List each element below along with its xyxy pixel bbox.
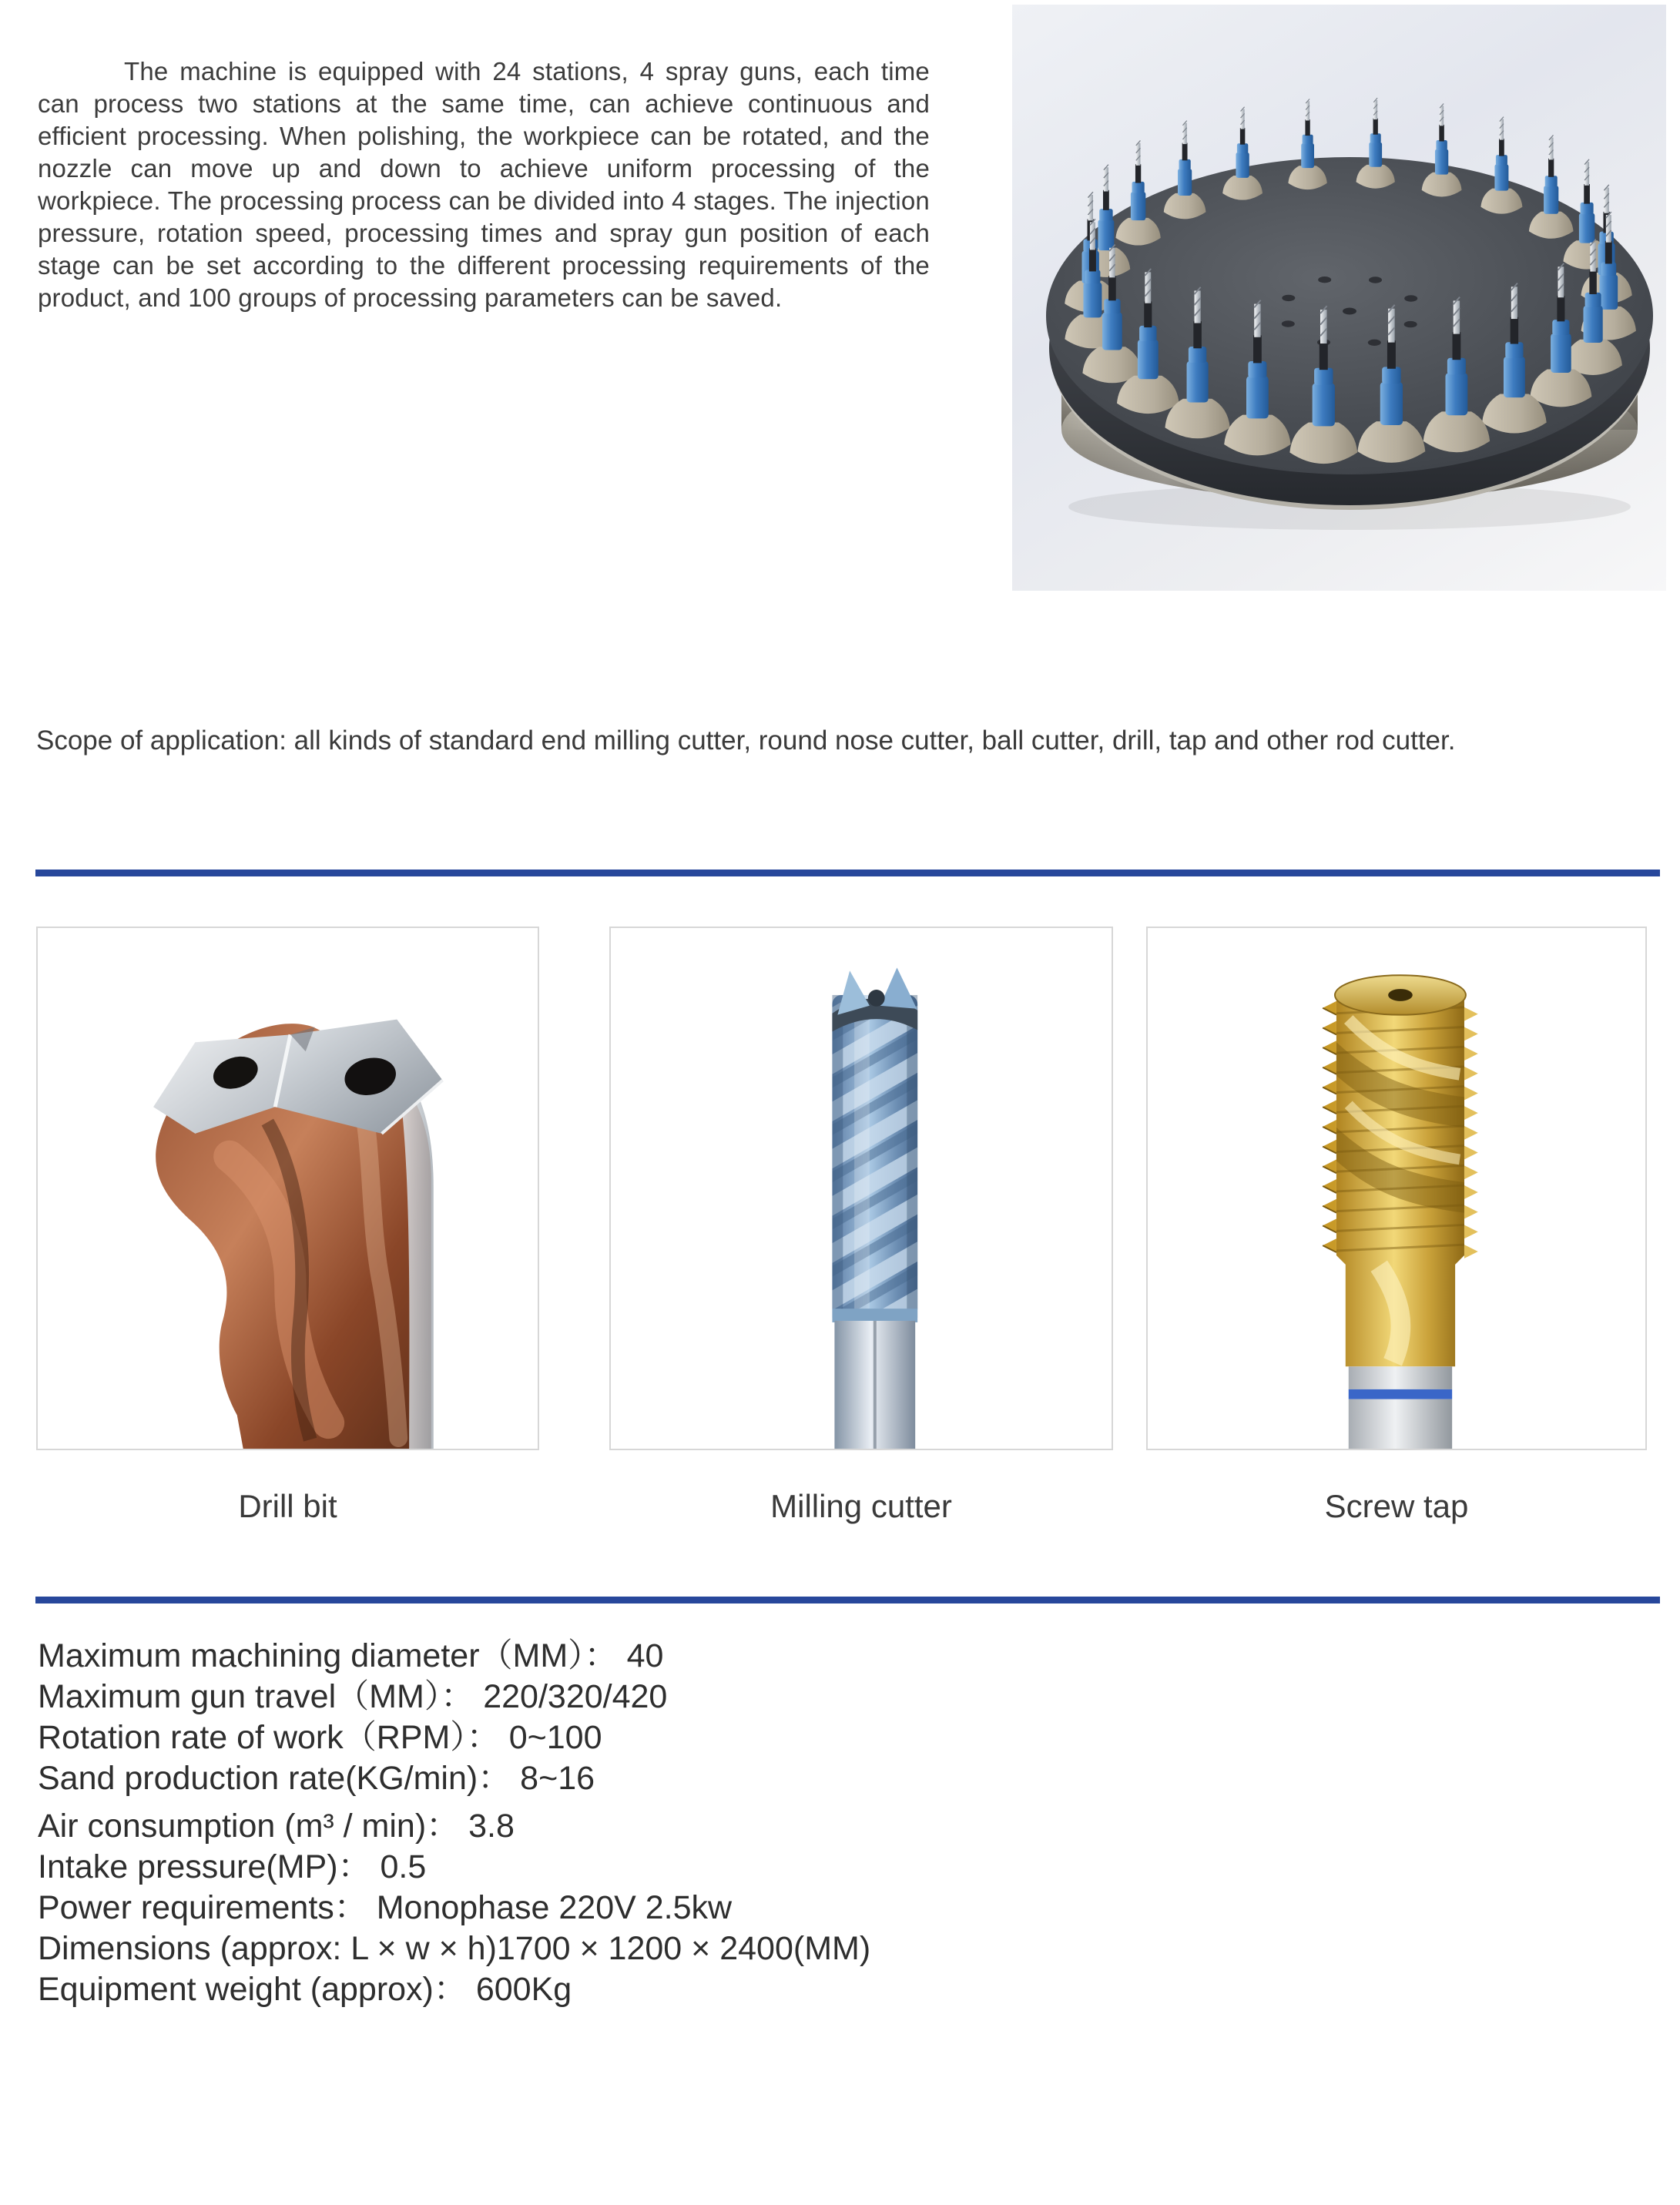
spec-power-requirements: Power requirements： Monophase 220V 2.5kw (38, 1889, 733, 1926)
shank-section (832, 1309, 917, 1449)
spec-rotation-rate: Rotation rate of work（RPM）： 0~100 (38, 1719, 602, 1756)
screw-tap-photo (1148, 928, 1645, 1449)
thread-section (1323, 975, 1478, 1258)
intro-paragraph: The machine is equipped with 24 stations, 4 spray guns, each time can process two stations at the same time, can achieve continuous and efficient processing. When polishing, the workpiece can be rotated, and the nozzle can move up and down to achieve uniform processing of the workpiece. The processing process can be divided into 4 stages. The injection pressure, rotation speed, processing times and spray gun position of each stage can be set according to the different processing requirements of the product, and 100 groups of processing parameters can be saved. (38, 57, 930, 312)
spec-max-gun-travel: Maximum gun travel（MM）： 220/320/420 (38, 1678, 668, 1715)
section-divider-bottom (35, 1597, 1660, 1603)
specs-list (38, 1636, 1655, 2010)
product-caption-milling-cutter: Milling cutter (770, 1488, 952, 1524)
milling-cutter-photo (611, 928, 1112, 1449)
product-caption-screw-tap: Screw tap (1324, 1488, 1469, 1524)
tap-shank (1349, 1366, 1452, 1449)
blue-ring (1349, 1389, 1452, 1399)
spec-intake-pressure: Intake pressure(MP)： 0.5 (38, 1848, 427, 1885)
machine-photo (1012, 5, 1666, 591)
scope-text: Scope of application: all kinds of standard end milling cutter, round nose cutter, ball cutter, drill, tap and other rod cutter. (36, 726, 1456, 756)
product-card-milling-cutter (609, 927, 1113, 1450)
section-divider-top (35, 870, 1660, 876)
product-card-screw-tap (1146, 927, 1647, 1450)
spec-equipment-weight: Equipment weight (approx)： 600Kg (38, 1971, 572, 2008)
product-card-drill-bit (36, 927, 539, 1450)
spec-air-consumption: Air consumption (m³ / min)： 3.8 (38, 1808, 515, 1845)
spec-dimensions: Dimensions (approx: L × w × h)1700 × 1200 × 2400(MM) (38, 1930, 871, 1967)
drill-bit-photo (38, 928, 538, 1449)
tap-neck (1336, 1255, 1464, 1366)
rotary-table-illustration (1012, 5, 1666, 591)
spec-max-machining-diameter: Maximum machining diameter（MM）： 40 (38, 1637, 664, 1674)
product-caption-drill-bit: Drill bit (238, 1488, 337, 1524)
spec-sand-production-rate: Sand production rate(KG/min)： 8~16 (38, 1760, 595, 1797)
